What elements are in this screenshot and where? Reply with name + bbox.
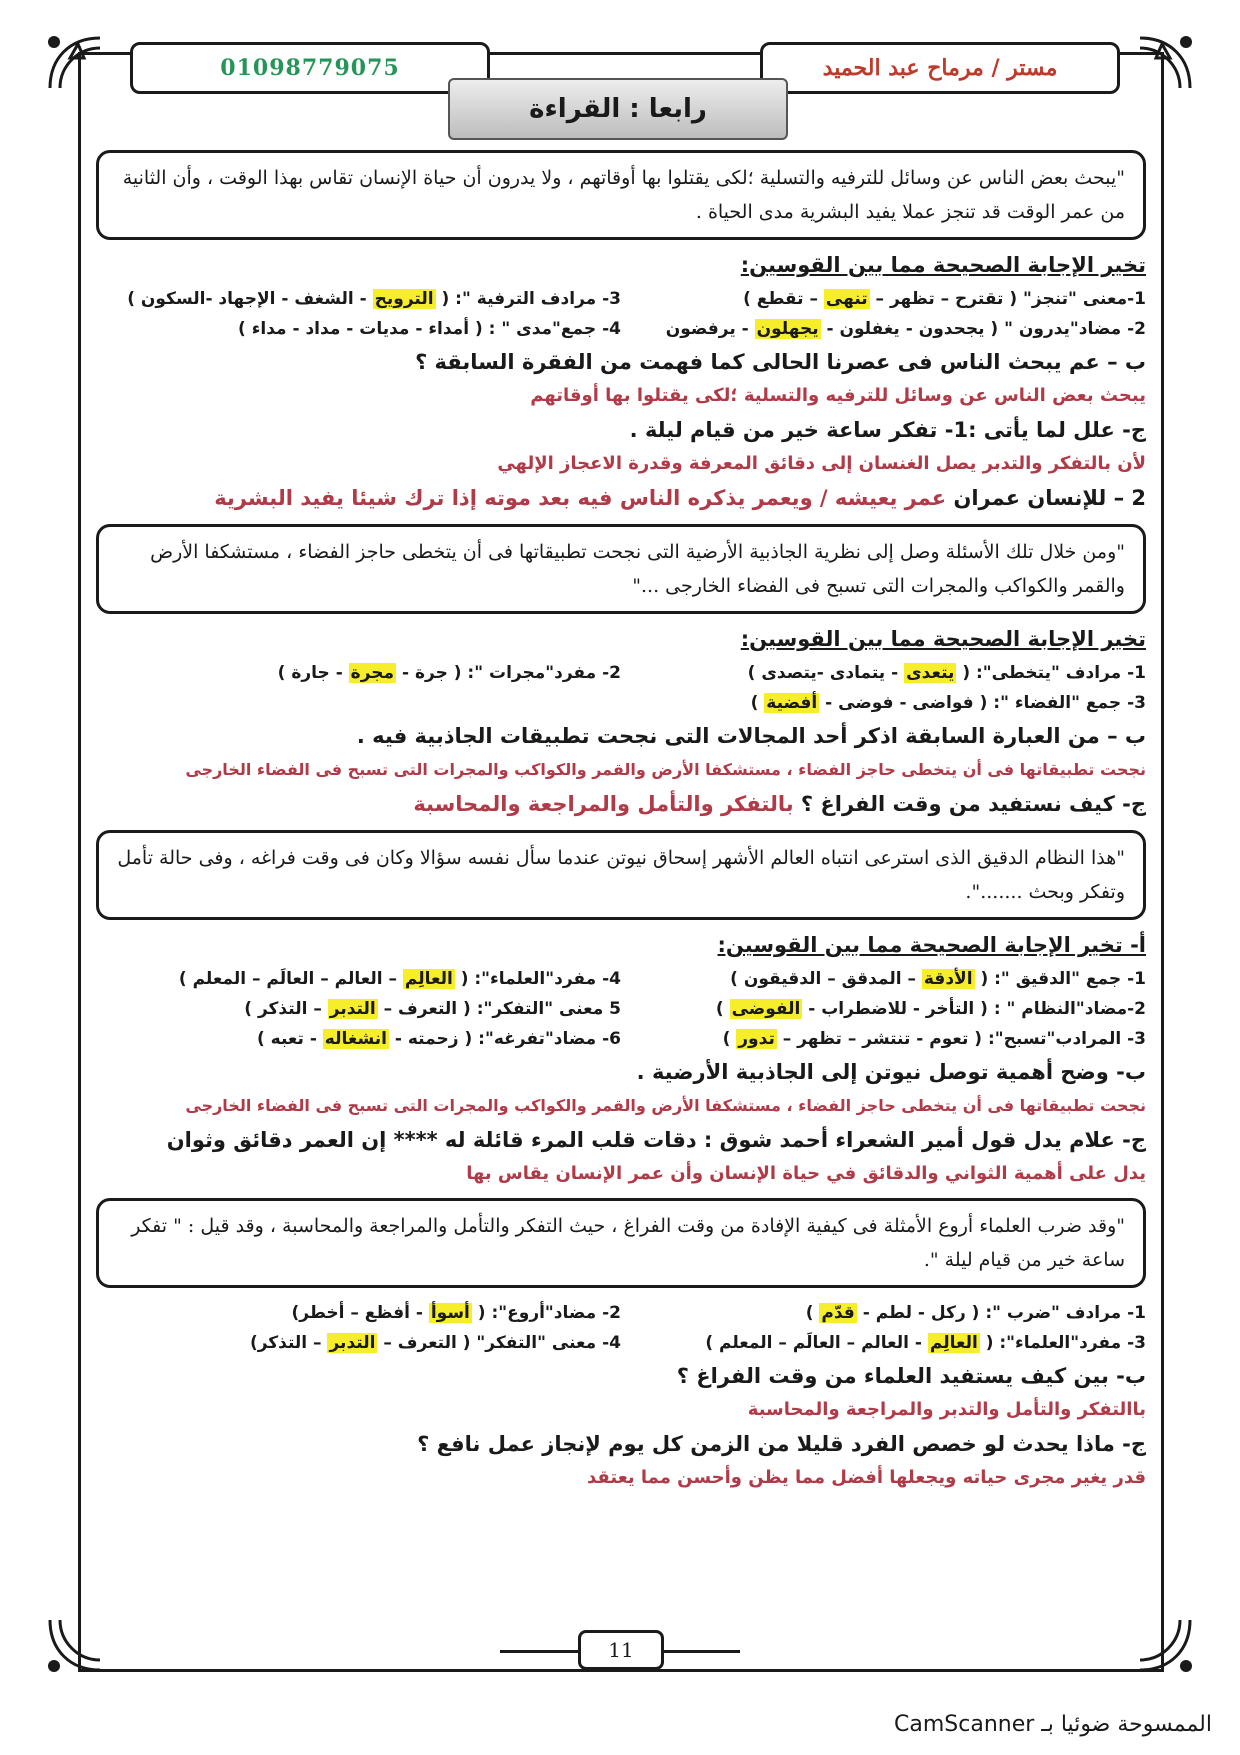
question-heading: أ- تخير الإجابة الصحيحة مما بين القوسين: [717, 933, 1146, 957]
options-row [96, 284, 1146, 314]
answer-b: نجحت تطبيقاتها فى أن يتخطى حاجز الفضاء ، مستشكفا الأرض والقمر والكواكب والمجرات التى تسبح فى الفضاء الخارجى [185, 1096, 1146, 1115]
phone-number-box: 01098779075 [130, 42, 490, 94]
options-row [96, 658, 1146, 688]
passage-3: "هذا النظام الدقيق الذى استرعى انتباه العالم الأشهر إسحاق نيوتن عندما سأل نفسه سؤالا وكان فى وقت فراغه ، وفى حالة تأمل وتفكر وبحث .......". [96, 830, 1146, 920]
option-question: 3- مفرد"العلماء": ( العالِم - العالم – العالَم – المعلم ) [705, 1333, 1146, 1353]
section-title: رابعا : القراءة [448, 78, 788, 140]
question-b: ب – عم يبحث الناس فى عصرنا الحالى كما فهمت من الفقرة السابقة ؟ [415, 350, 1146, 374]
question-c2: 2 – للإنسان عمران عمر يعيشه / ويعمر يذكره الناس فيه بعد موته إذا ترك شيئا يفيد البشرية [214, 486, 1146, 510]
options-row [96, 688, 1146, 718]
answer-c: يدل على أهمية الثواني والدقائق في حياة الإنسان وأن عمر الإنسان يقاس بها [466, 1163, 1146, 1184]
question-c: ج- علام يدل قول أمير الشعراء أحمد شوق : دقات قلب المرء قائلة له **** إن العمر دقائق وثوان [166, 1128, 1146, 1152]
option-question: 2-مضاد"النظام " : ( التأخر - للاضطراب - الفوضى ) [715, 999, 1146, 1019]
question-b: ب – من العبارة السابقة اذكر أحد المجالات التى نجحت تطبيقات الجاذبية فيه . [356, 724, 1146, 748]
corner-ornament-icon [1130, 1610, 1200, 1680]
question-b: ب- وضح أهمية توصل نيوتن إلى الجاذبية الأرضية . [636, 1060, 1146, 1084]
passage-1: "يبحث بعض الناس عن وسائل للترفيه والتسلية ؛لكى يقتلوا بها أوقاتهم ، ولا يدرون أن حياة الإنسان تقاس بهذا الوقت ، وأن الثانية من عمر الوقت قد تنجز عملا يفيد البشرية مدى الحياة . [96, 150, 1146, 240]
question-c: ج- كيف نستفيد من وقت الفراغ ؟ بالتفكر والتأمل والمراجعة والمحاسبة [413, 792, 1146, 816]
option-question: 3- مرادف الترفية ": ( الترويح - الشغف - الإجهاد -السكون ) [127, 289, 621, 309]
passage-4: "وقد ضرب العلماء أروع الأمثلة فى كيفية الإفادة من وقت الفراغ ، حيث التفكر والتأمل والمراجعة والمحاسبة ، وقد قيل : " تفكر ساعة خير من قيام ليلة ". [96, 1198, 1146, 1288]
option-question: 3- المرادب"تسبح": ( تعوم - تنتشر – تظهر – تدور ) [722, 1029, 1146, 1049]
answer-c1: لأن بالتفكر والتدبر يصل الغنسان إلى دقائق المعرفة وقدرة الاعجاز الإلهي [497, 453, 1146, 474]
question-c: ج- علل لما يأتى :1- تفكر ساعة خير من قيام ليلة . [629, 418, 1146, 442]
option-question: 2- مضاد"أروع": ( أسوأ - أفظع – أخطر) [291, 1303, 621, 1323]
options-row [96, 1328, 1146, 1358]
options-row [96, 1298, 1146, 1328]
corner-ornament-icon [40, 1610, 110, 1680]
question-b: ب- بين كيف يستفيد العلماء من وقت الفراغ ؟ [676, 1364, 1146, 1388]
option-question: 4- جمع"مدى " : ( أمداء - مديات - مداد - مداء ) [238, 319, 621, 339]
passage-2: "ومن خلال تلك الأسئلة وصل إلى نظرية الجاذبية الأرضية التى نجحت تطبيقاتها فى أن يتخطى حاجز الفضاء ، مستشكفا الأرض والقمر والكواكب والمجرات التى تسبح فى الفضاء الخارجى ..." [96, 524, 1146, 614]
page-number: 11 [578, 1630, 664, 1670]
option-question: 6- مضاد"تفرغه": ( زحمته - انشغاله - تعبه ) [256, 1029, 621, 1049]
option-question: 2- مفرد"مجرات ": ( جرة - مجرة - جارة ) [277, 663, 621, 683]
option-question: 4- معنى "التفكر" ( التعرف – التدبر – التذكر) [249, 1333, 621, 1353]
question-heading: تخير الإجابة الصحيحة مما بين القوسين: [740, 627, 1146, 651]
answer-b: باالتفكر والتأمل والتدبر والمراجعة والمحاسبة [747, 1399, 1146, 1420]
options-row [96, 994, 1146, 1024]
option-question: 4- مفرد"العلماء": ( العالِم – العالم – العالَم – المعلم ) [178, 969, 621, 989]
options-row [96, 314, 1146, 344]
option-question: 1- جمع "الدقيق ": ( الأدقة – المدقق – الدقيقون ) [730, 969, 1146, 989]
scanner-watermark: الممسوحة ضوئيا بـ CamScanner [894, 1712, 1212, 1737]
option-question: 2- مضاد"يدرون " ( يجحدون - يغفلون - يجهلون - يرفضون [665, 319, 1146, 339]
answer-b: يبحث بعض الناس عن وسائل للترفيه والتسلية ؛لكى يقتلوا بها أوقاتهم [530, 385, 1146, 406]
answer-c: قدر يغير مجرى حياته ويجعلها أفضل مما يظن وأحسن مما يعتقد [587, 1467, 1146, 1488]
option-question: 1-معنى "تنجز" ( تقترح – تظهر – تنهى – تقطع ) [743, 289, 1146, 309]
option-question: 1- مرادف "ضرب ": ( ركل - لطم - قدّم ) [805, 1303, 1146, 1323]
options-row [96, 1024, 1146, 1054]
corner-ornament-icon [40, 28, 110, 98]
question-heading: تخير الإجابة الصحيحة مما بين القوسين: [740, 253, 1146, 277]
options-row [96, 964, 1146, 994]
teacher-name-box: مستر / مرماح عبد الحميد [760, 42, 1120, 94]
corner-ornament-icon [1130, 28, 1200, 98]
worksheet-content [96, 150, 1146, 1494]
option-question: 1- مرادف "يتخطى": ( يتعدى - يتمادى -يتصدى ) [747, 663, 1146, 683]
answer-b: نجحت تطبيقاتها فى أن يتخطى حاجز الفضاء ، مستشكفا الأرض والقمر والكواكب والمجرات التى تسبح فى الفضاء الخارجى [185, 760, 1146, 779]
question-c: ج- ماذا يحدث لو خصص الفرد قليلا من الزمن كل يوم لإنجاز عمل نافع ؟ [417, 1432, 1146, 1456]
option-question: 5 معنى "التفكر": ( التعرف – التدبر – التذكر ) [244, 999, 621, 1019]
option-question: 3- جمع "الفضاء ": ( فواضى - فوضى - أفضية ) [750, 693, 1146, 713]
